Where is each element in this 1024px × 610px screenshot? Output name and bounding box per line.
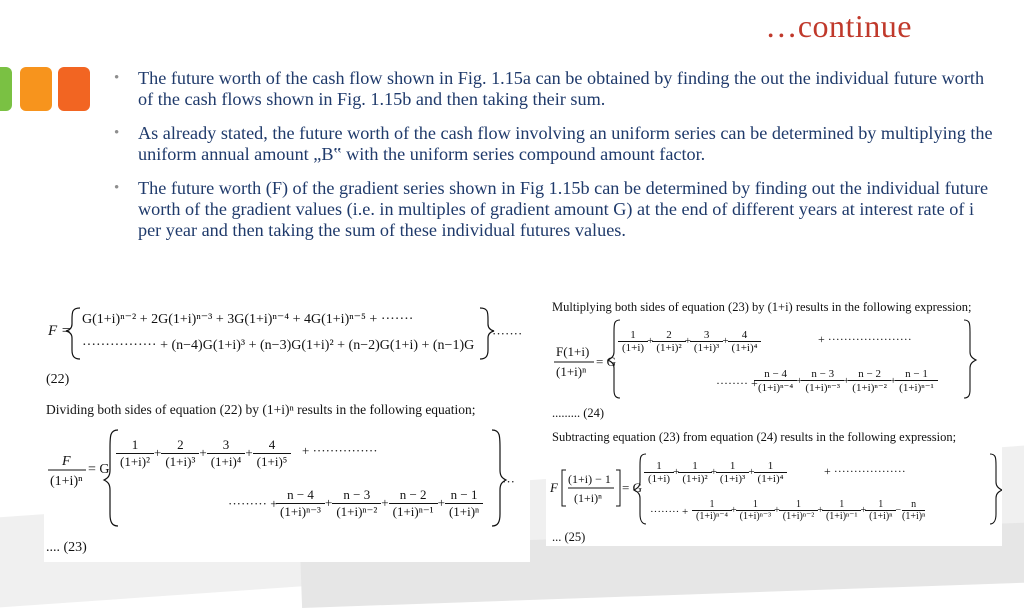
fraction: [447, 487, 481, 520]
eq24-lhs-num: F(1+i): [556, 344, 590, 359]
multiply-text: Multiplying both sides of equation (23) by (1+i) results in the following expression;: [552, 300, 972, 314]
fraction-denominator: (1+i)ⁿ⁻²: [336, 503, 378, 519]
plus-sign: +: [154, 445, 162, 460]
subtract-text: Subtracting equation (23) from equation (24) results in the following expression;: [552, 430, 957, 444]
fraction-denominator: (1+i): [648, 472, 671, 485]
plus-sign: +: [817, 504, 823, 516]
equation-block-right: [546, 298, 1002, 546]
eq23-eq: = G: [88, 462, 110, 477]
fraction: [334, 487, 379, 520]
fraction: [902, 499, 925, 522]
fraction-numerator: n − 3: [332, 487, 381, 504]
fraction: [278, 487, 323, 520]
eq25-row1-tail: + ··················: [824, 464, 906, 478]
plus-sign: +: [860, 504, 867, 516]
fraction-numerator: 3: [207, 437, 246, 454]
eq24-label: ......... (24): [552, 406, 605, 420]
fraction-denominator: (1+i): [622, 341, 645, 354]
fraction: [646, 460, 672, 485]
eq25-row2-lead: ········ +: [650, 506, 689, 518]
plus-sign: +: [748, 466, 755, 478]
plus-sign: +: [889, 375, 897, 387]
logo-red-orange-square: [58, 67, 90, 111]
fraction: [118, 437, 152, 470]
plus-sign: +: [437, 495, 445, 510]
eq22-trail: ·······: [492, 326, 523, 341]
fraction: [163, 437, 197, 470]
fraction: [897, 368, 936, 394]
fraction: [730, 329, 760, 354]
bullet-marker: •: [114, 180, 120, 196]
eq23-row2-lead: ········· +: [228, 496, 278, 511]
eq24-lhs-den: (1+i)ⁿ: [556, 364, 587, 379]
plus-sign: +: [843, 375, 850, 387]
logo-green-square: [0, 67, 12, 111]
fraction: [391, 487, 436, 520]
eq24-row2: [756, 362, 936, 400]
divide-text: Dividing both sides of equation (22) by (1+i)ⁿ results in the following equation;: [46, 402, 476, 417]
fraction: [867, 499, 894, 522]
fraction-denominator: (1+i)ⁿ⁻³: [805, 382, 841, 394]
fraction-denominator: (1+i)²: [656, 341, 682, 354]
eq25-label: ... (25): [552, 530, 586, 544]
fraction: [756, 368, 795, 394]
eq22-line2: ················ + (n−4)G(1+i)³ + (n−3)G(1+i)² + (n−2)G(1+i) + (n−1)G: [82, 338, 475, 353]
fraction-numerator: 1: [644, 460, 674, 473]
eq24-row2-lead: ········ +: [716, 376, 758, 390]
eq22-label: (22): [46, 372, 70, 387]
plus-sign: +: [199, 445, 207, 460]
fraction-denominator: (1+i)ⁿ: [869, 510, 893, 522]
fraction-numerator: 1: [822, 499, 862, 511]
fraction-denominator: (1+i)³: [165, 453, 196, 469]
plus-sign: +: [722, 335, 729, 347]
equation-block-left: [44, 298, 530, 562]
eq23-row2: [278, 482, 481, 524]
eq23-lhs-den: (1+i)ⁿ: [50, 474, 83, 489]
fraction-numerator: 1: [618, 329, 648, 342]
fraction-numerator: 1: [865, 499, 896, 511]
plus-sign: +: [731, 504, 737, 516]
eq25-inner-den: (1+i)ⁿ: [574, 491, 602, 505]
eq25-row2: [694, 492, 925, 528]
fraction-denominator: (1+i)ⁿ⁻⁴: [696, 510, 728, 522]
fraction: [850, 368, 889, 394]
fraction-numerator: 4: [253, 437, 292, 454]
plus-sign: +: [324, 495, 333, 510]
fraction: [654, 329, 683, 354]
minus-sign: −: [895, 504, 901, 516]
fraction-denominator: (1+i)ⁿ: [901, 510, 926, 522]
fraction-numerator: n − 4: [754, 368, 797, 381]
fraction-numerator: 1: [692, 499, 732, 511]
bullet-text: As already stated, the future worth of the cash flow involving an uniform series can be determined by multiplying the uniform annual amount „B‟ with the uniform series compound amount factor.: [138, 123, 993, 164]
eq23-row1-tail: + ···············: [302, 443, 378, 458]
bullet-item: [114, 68, 994, 110]
plus-sign: +: [796, 375, 803, 387]
bullet-text: The future worth (F) of the gradient series shown in Fig 1.15b can be determined by finding out the individual future worth of the gradient values (i.e. in multiples of gradient amount G) at the end of different years at interest rate of i per year and then taking the sum of these individual futures values.: [138, 178, 989, 240]
fraction-numerator: 1: [779, 499, 819, 511]
fraction: [255, 437, 290, 470]
eq22-line1: G(1+i)ⁿ⁻² + 2G(1+i)ⁿ⁻³ + 3G(1+i)ⁿ⁻⁴ + 4G(1+i)ⁿ⁻⁵ + ·······: [82, 312, 414, 327]
bullet-item: [114, 178, 994, 241]
fraction-numerator: n − 2: [848, 368, 891, 381]
plus-sign: +: [647, 335, 654, 347]
fraction-denominator: (1+i)ⁿ⁻³: [280, 503, 321, 519]
fraction-numerator: n: [902, 499, 925, 511]
plus-sign: +: [673, 466, 680, 478]
fraction-numerator: 1: [678, 460, 711, 473]
fraction: [694, 499, 730, 522]
fraction-numerator: n − 3: [801, 368, 844, 381]
fraction-denominator: (1+i)ⁿ⁻¹: [392, 503, 434, 519]
eq23-lhs-num: F: [62, 454, 71, 469]
eq24-row1-tail: + ·····················: [818, 332, 912, 346]
fraction-denominator: (1+i)⁴: [210, 453, 242, 469]
fraction: [620, 329, 646, 354]
bullet-marker: •: [114, 70, 120, 86]
fraction-denominator: (1+i)ⁿ⁻⁴: [758, 382, 794, 394]
fraction-denominator: (1+i)ⁿ⁻¹: [899, 382, 934, 394]
eq24-row1: [620, 322, 759, 360]
plus-sign: +: [710, 466, 717, 478]
fraction-denominator: (1+i)³: [719, 472, 746, 485]
fraction-numerator: 1: [754, 460, 788, 473]
bullet-marker: •: [114, 125, 120, 141]
fraction-numerator: n − 1: [445, 487, 483, 504]
fraction: [781, 499, 817, 522]
fraction-numerator: 1: [716, 460, 749, 473]
fraction-numerator: n − 2: [389, 487, 438, 504]
fraction-numerator: n − 1: [895, 368, 938, 381]
fraction-denominator: (1+i)ⁿ: [448, 503, 480, 519]
slide-title: …continue: [765, 8, 912, 44]
fraction: [824, 499, 860, 522]
fraction-numerator: 1: [736, 499, 776, 511]
fraction: [803, 368, 842, 394]
fraction: [692, 329, 721, 354]
fraction-denominator: (1+i)ⁿ⁻²: [782, 510, 815, 522]
bullet-item: [114, 123, 994, 165]
logo-orange-square: [20, 67, 52, 111]
eq22-lhs: F =: [48, 323, 72, 339]
fraction-denominator: (1+i)⁴: [757, 472, 784, 485]
fraction: [756, 460, 786, 485]
fraction: [738, 499, 774, 522]
eq23-trail: ···: [502, 474, 515, 489]
eq25-eq: = G: [622, 480, 642, 495]
fraction-numerator: 4: [728, 329, 762, 342]
fraction: [209, 437, 244, 470]
plus-sign: +: [774, 504, 780, 516]
fraction: [680, 460, 709, 485]
fraction-denominator: (1+i)²: [120, 453, 150, 469]
plus-sign: +: [245, 445, 253, 460]
eq25-inner-num: (1+i) − 1: [568, 472, 611, 486]
fraction-denominator: (1+i)⁵: [256, 453, 288, 469]
fraction-denominator: (1+i)ⁿ⁻³: [739, 510, 772, 522]
fraction-denominator: (1+i)²: [682, 472, 708, 485]
plus-sign: +: [381, 495, 389, 510]
fraction-numerator: 2: [161, 437, 199, 454]
plus-sign: +: [684, 335, 691, 347]
eq23-row1: [118, 432, 289, 474]
fraction-denominator: (1+i)⁴: [731, 341, 758, 354]
eq25-lhs: F: [550, 480, 558, 495]
fraction-numerator: 1: [116, 437, 154, 454]
fraction-denominator: (1+i)³: [693, 341, 720, 354]
eq25-row1: [646, 454, 785, 490]
eq23-label: .... (23): [46, 540, 87, 555]
fraction-numerator: n − 4: [276, 487, 325, 504]
fraction: [718, 460, 747, 485]
eq24-eq: = G: [596, 354, 616, 369]
fraction-numerator: 2: [652, 329, 685, 342]
bullet-list: [114, 68, 994, 254]
fraction-numerator: 3: [690, 329, 723, 342]
fraction-denominator: (1+i)ⁿ⁻²: [852, 382, 887, 394]
fraction-denominator: (1+i)ⁿ⁻¹: [825, 510, 858, 522]
bullet-text: The future worth of the cash flow shown in Fig. 1.15a can be obtained by finding the out the individual future worth of the cash flows shown in Fig. 1.15b and then taking their sum.: [138, 68, 985, 109]
